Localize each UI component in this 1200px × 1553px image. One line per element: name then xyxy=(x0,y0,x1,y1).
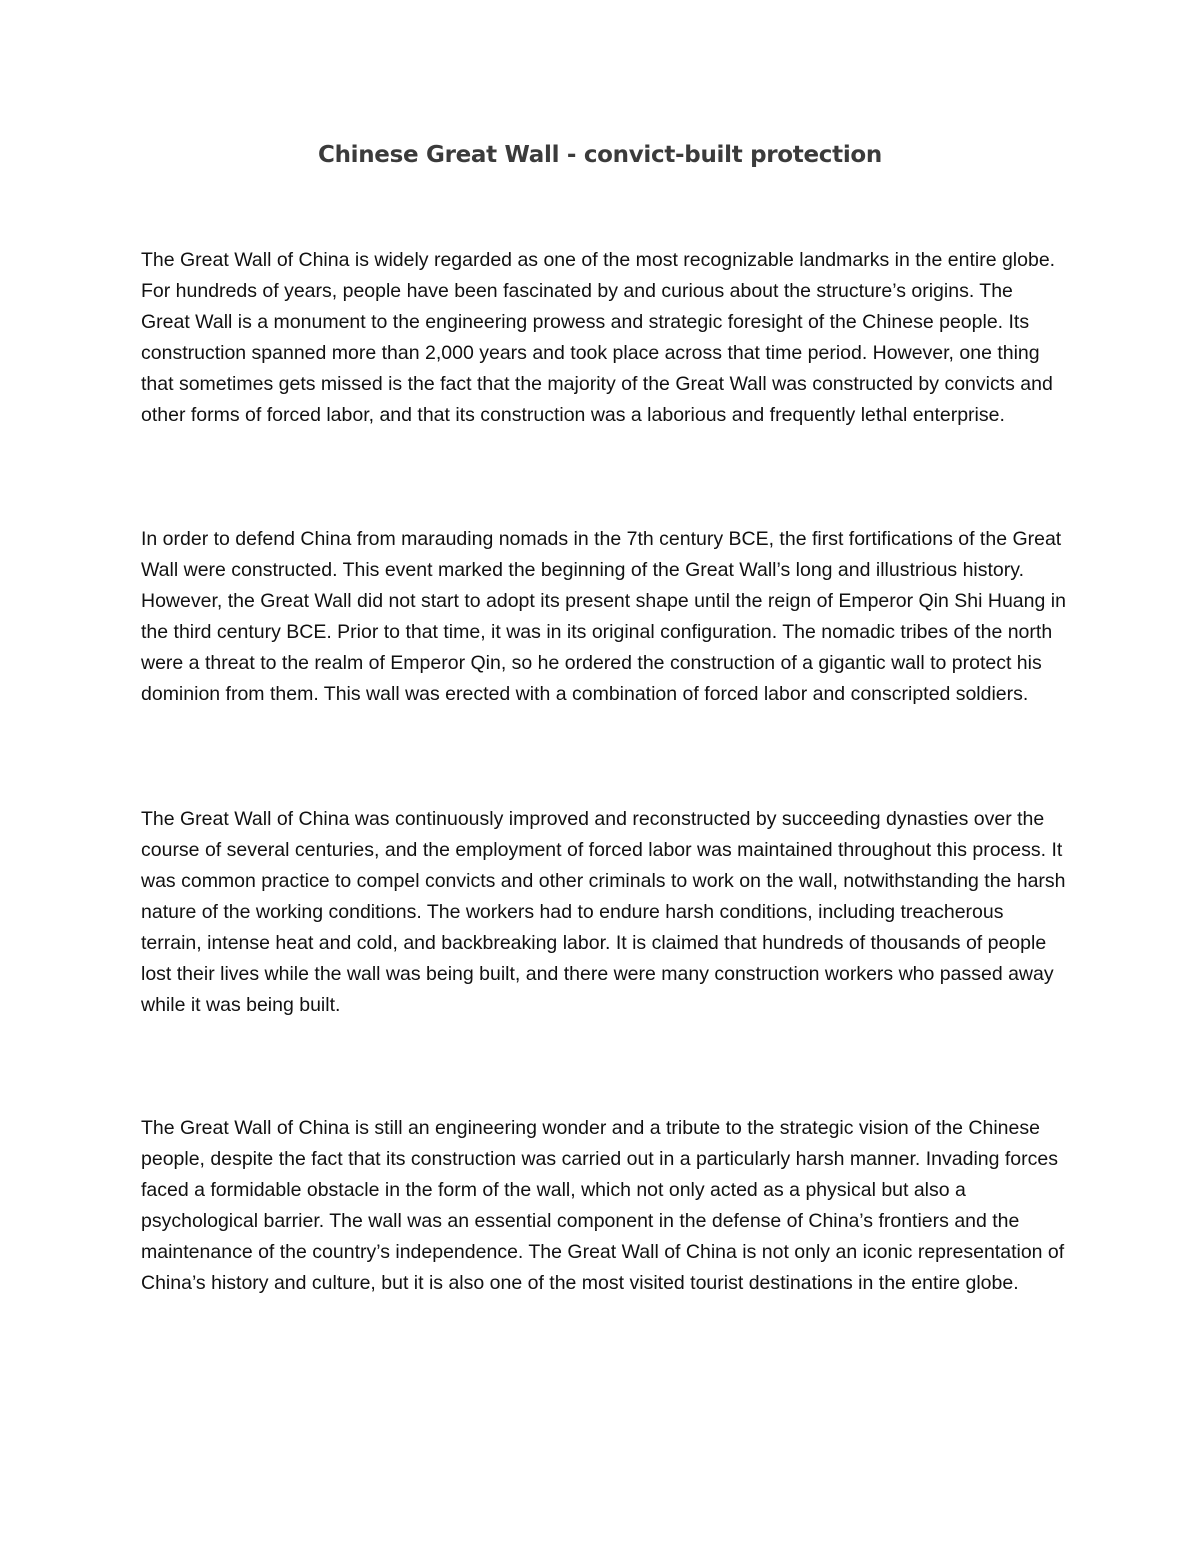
paragraph-4: The Great Wall of China is still an engineering wonder and a tribute to the strategic vision of the Chinese people, despite the fact that its construction was carried out in a particularly harsh manner. Invading forces faced a formidable obstacle in the form of the wall, which not only acted as a physical but also a psychological barrier. The wall was an essential component in the defense of China’s frontiers and the maintenance of the country’s independence. The Great Wall of China is not only an iconic representation of China’s history and culture, but it is also one of the most visited tourist destinations in the entire globe. xyxy=(141,1117,1065,1294)
document-title: Chinese Great Wall - convict-built protection xyxy=(317,142,882,168)
paragraph-2: In order to defend China from marauding nomads in the 7th century BCE, the first fortifications of the Great Wall were constructed. This event marked the beginning of the Great Wall’s long and illustrious history. However, the Great Wall did not start to adopt its present shape until the reign of Emperor Qin Shi Huang in the third century BCE. Prior to that time, it was in its original configuration. The nomadic tribes of the north were a threat to the realm of Emperor Qin, so he ordered the construction of a gigantic wall to protect his dominion from them. This wall was erected with a combination of forced labor and conscripted soldiers. xyxy=(141,528,1066,705)
paragraph-1: The Great Wall of China is widely regarded as one of the most recognizable landmarks in the entire globe. For hundreds of years, people have been fascinated by and curious about the structure’s origins. The Great Wall is a monument to the engineering prowess and strategic foresight of the Chinese people. Its construction spanned more than 2,000 years and took place across that time period. However, one thing that sometimes gets missed is the fact that the majority of the Great Wall was constructed by convicts and other forms of forced labor, and that its construction was a laborious and frequently lethal enterprise. xyxy=(141,249,1056,426)
paragraph-3: The Great Wall of China was continuously improved and reconstructed by succeeding dynasties over the course of several centuries, and the employment of forced labor was maintained throughout this process. It was common practice to compel convicts and other criminals to work on the wall, notwithstanding the harsh nature of the working conditions. The workers had to endure harsh conditions, including treacherous terrain, intense heat and cold, and backbreaking labor. It is claimed that hundreds of thousands of people lost their lives while the wall was being built, and there were many construction workers who passed away while it was being built. xyxy=(141,808,1066,1016)
